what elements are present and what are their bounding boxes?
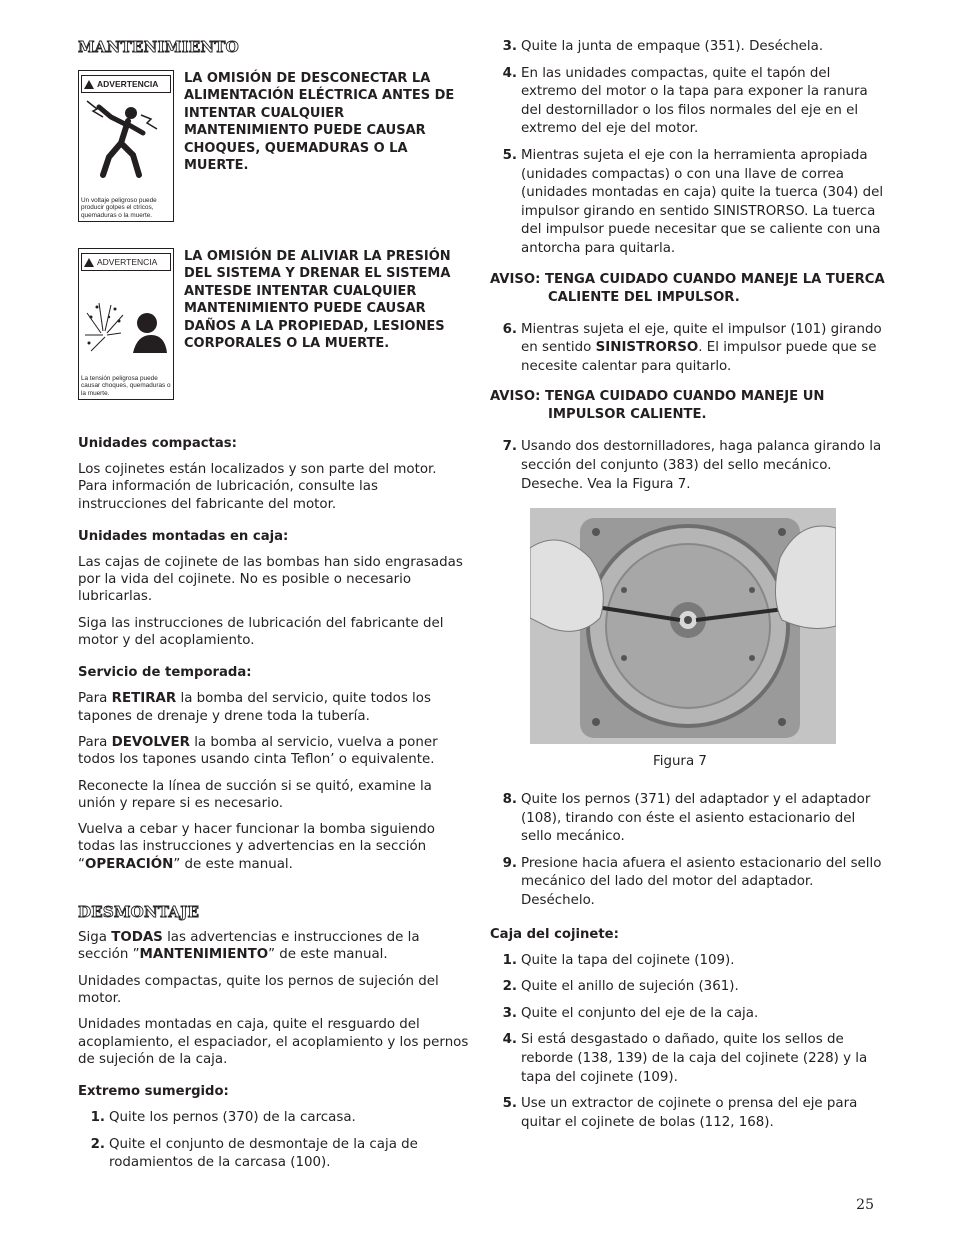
right-column (490, 38, 885, 1140)
figure-caption: Figura 7 (653, 754, 707, 770)
warning-header: ADVERTENCIA (81, 75, 171, 93)
bearing-housing-heading: Caja del cojinete: (490, 926, 619, 942)
list-item: 1. Quite los pernos (370) de la carcasa. (90, 1110, 356, 1126)
list-item: 9. Presione hacia afuera el asiento estacionario del sello mecánico del lado del motor del adaptador. Deséchelo. (502, 855, 882, 909)
list-item: 4. Si está desgastado o dañado, quite los sellos de reborde (138, 139) de la caja del cojinete (228) y la tapa del cojinete (109). (502, 1032, 868, 1085)
list-item: 4. En las unidades compactas, quite el tapón del extremo del motor o la tapa para exponer la ranura del destornillador o los filos normales del eje en el extremo del eje del motor. (502, 65, 868, 137)
compact-units-heading: Unidades compactas: (78, 436, 237, 451)
submerged-steps (78, 1109, 470, 1173)
list-item: 2. Quite el conjunto de desmontaje de la caja de rodamientos de la carcasa (100). (90, 1136, 418, 1171)
left-column (78, 38, 470, 1181)
seasonal-reconnect-text: Reconecte la línea de succión si se quitó, examine la unión y repare si es necesario. (78, 778, 432, 811)
disassembly-intro: Siga TODAS las advertencias e instrucciones de la sección ”MANTENIMIENTO” de este manual. (78, 930, 420, 963)
warning-text-electrical: LA OMISIÓN DE DESCONECTAR LA ALIMENTACIÓN ELÉCTRICA ANTES DE INTENTAR CUALQUIER MANTENIMIENTO PUEDE CAUSAR CHOQUES, QUEMADURAS O LA MUERTE. (184, 71, 455, 174)
warning-triangle-icon (84, 258, 94, 267)
mounted-units-text-2: Siga las instrucciones de lubricación del fabricante del motor y del acoplamiento. (78, 615, 444, 649)
disassembly-mounted-text: Unidades montadas en caja, quite el resguardo del acoplamiento, el espaciador, el acoplamiento y los pernos de sujeción de la caja. (78, 1017, 469, 1067)
list-item: 1. Quite la tapa del cojinete (109). (502, 952, 735, 968)
warning-label-electrical (78, 70, 174, 222)
list-item: 3. Quite la junta de empaque (351). Deséchela. (502, 39, 824, 54)
seasonal-remove-text: Para RETIRAR la bomba del servicio, quite todos los tapones de drenaje y drene toda la tubería. (78, 691, 431, 724)
figure-7-photo (530, 508, 836, 744)
seasonal-return-text: Para DEVOLVER la bomba al servicio, vuelva a poner todos los tapones usando cinta Teflon’ o equivalente. (78, 734, 438, 768)
seasonal-service-heading: Servicio de temporada: (78, 665, 252, 681)
warning-header: ADVERTENCIA (81, 253, 171, 271)
page-number: 25 (856, 1197, 874, 1213)
list-item: 7. Usando dos destornilladores, haga palanca girando la sección del conjunto (383) del sello mecánico. Deseche. Vea la Figura 7. (502, 439, 882, 492)
submerged-end-heading: Extremo sumergido: (78, 1084, 229, 1100)
list-item: 6. Mientras sujeta el eje, quite el impulsor (101) girando en sentido SINISTRORSO. El impulsor puede que se necesite calentar para quitarlo. (502, 321, 882, 374)
list-item: 5. Use un extractor de cojinete o prensa del eje para quitar el cojinete de bolas (112, 168). (502, 1096, 858, 1130)
list-item: 8. Quite los pernos (371) del adaptador y el adaptador (108), tirando con éste el asiento estacionario del sello mecánico. (502, 792, 871, 845)
disassembly-compact-text: Unidades compactas, quite los pernos de sujeción del motor. (78, 973, 439, 1006)
section-title-disassembly: DESMONTAJE (78, 903, 200, 922)
seal-removal-illustration (530, 508, 836, 744)
warning-pressure (78, 248, 470, 400)
mounted-units-heading: Unidades montadas en caja: (78, 528, 289, 544)
section-title-maintenance: MANTENIMIENTO (78, 38, 239, 56)
list-item: 3. Quite el conjunto del eje de la caja. (502, 1005, 759, 1021)
warning-label-pressure (78, 248, 174, 400)
mounted-units-text-1: Las cajas de cojinete de las bombas han sido engrasadas por la vida del cojinete. No es posible o necesario lubricarlas. (78, 554, 463, 605)
notice-hot-impeller: AVISO: TENGA CUIDADO CUANDO MANEJE UN IMPULSOR CALIENTE. (490, 389, 825, 423)
notice-hot-nut: AVISO: TENGA CUIDADO CUANDO MANEJE LA TUERCA CALIENTE DEL IMPULSOR. (490, 271, 885, 305)
warning-caption: La tensión peligrosa puede causar choques, quemaduras o la muerte. (81, 374, 171, 397)
seasonal-prime-text: Vuelva a cebar y hacer funcionar la bomba siguiendo todas las instrucciones y advertencias en la sección “OPERACIÓN” de este manual. (78, 822, 435, 872)
warning-caption: Un voltaje peligroso puede producir golpes el ctricos, quemaduras o la muerte. (81, 196, 157, 219)
warning-electrical (78, 70, 470, 222)
list-item: 2. Quite el anillo de sujeción (361). (502, 979, 739, 995)
pressure-explosion-icon (81, 273, 171, 363)
warning-text-pressure: LA OMISIÓN DE ALIVIAR LA PRESIÓN DEL SISTEMA Y DRENAR EL SISTEMA ANTESDE INTENTAR CUALQUIER MANTENIMIENTO PUEDE CAUSAR DAÑOS A LA PROPIEDAD, LESIONES CORPORALES O LA MUERTE. (184, 249, 451, 352)
warning-triangle-icon (84, 80, 94, 89)
list-item: 5. Mientras sujeta el eje con la herramienta apropiada (unidades compactas) o con una llave de correa (unidades montadas en caja) quite la tuerca (304) del impulsor girando en sentido SINISTRORSO. La tuerca del impulsor puede necesitar que se caliente con una antorcha para quitarla. (502, 147, 884, 256)
electric-shock-icon (81, 95, 171, 185)
compact-units-text: Los cojinetes están localizados y son parte del motor. Para información de lubricación, consulte las instrucciones del fabricante del motor. (78, 462, 437, 512)
